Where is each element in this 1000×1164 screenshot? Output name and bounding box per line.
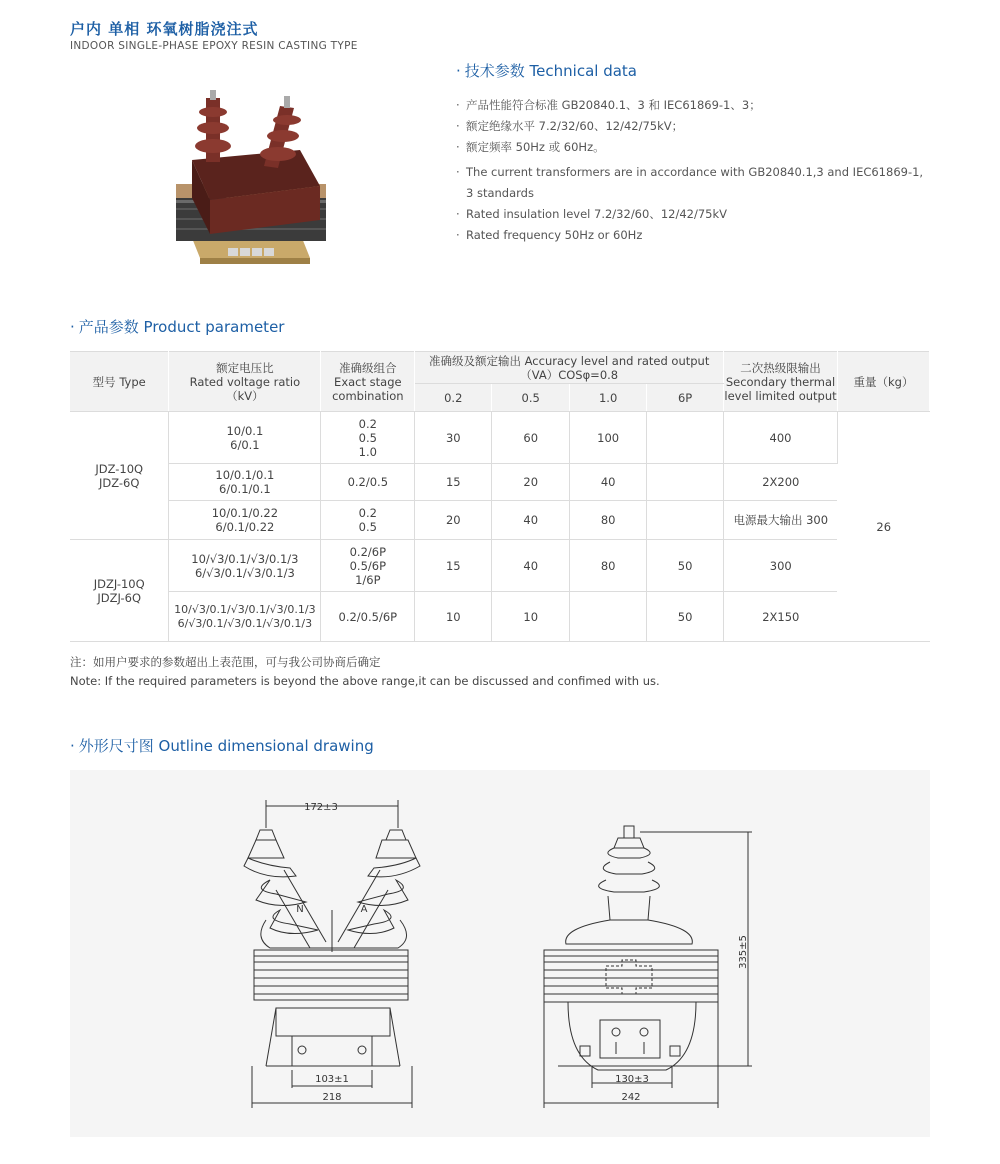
table-row bbox=[70, 501, 930, 540]
header-combo-en: combination bbox=[332, 388, 404, 403]
technical-list bbox=[456, 95, 956, 246]
outline-heading bbox=[70, 735, 374, 756]
phase-label-a: A bbox=[360, 904, 368, 915]
type-name: JDZJ-10Q bbox=[93, 576, 145, 591]
ratio-line: 6/0.1/0.22 bbox=[215, 520, 275, 534]
table-row bbox=[70, 464, 930, 501]
header-ratio-unit: （kV） bbox=[226, 388, 264, 403]
header-accuracy-line: （VA）COSφ=0.8 bbox=[520, 367, 619, 382]
page-title: 户内 单相 环氧树脂浇注式 bbox=[70, 20, 259, 38]
value-cell bbox=[647, 501, 724, 540]
technical-data-section bbox=[456, 60, 956, 246]
value-cell: 100 bbox=[570, 412, 647, 464]
combo-line: 0.2/0.5 bbox=[347, 475, 389, 489]
dim-right-height: 335±5 bbox=[738, 935, 749, 969]
weight-cell: 26 bbox=[837, 412, 929, 642]
thermal-cell: 400 bbox=[724, 412, 838, 464]
header-ratio bbox=[169, 352, 321, 412]
header-thermal-cn: 二次热级限输出 bbox=[740, 360, 821, 375]
bullet-dot-icon: · bbox=[70, 737, 75, 755]
type-name: JDZ-6Q bbox=[98, 475, 140, 490]
combo-line: 0.2 bbox=[358, 416, 377, 431]
thermal-cell: 2X150 bbox=[724, 592, 838, 642]
type-name: JDZ-10Q bbox=[95, 461, 144, 476]
table-note bbox=[70, 653, 660, 691]
thermal-cell: 2X200 bbox=[724, 464, 838, 501]
combo-cell bbox=[321, 592, 415, 642]
outline-drawing-svg bbox=[70, 770, 930, 1137]
technical-item: · Rated insulation level 7.2/32/60、12/42/75kV bbox=[456, 204, 926, 225]
header-thermal-en: level limited output bbox=[724, 388, 837, 403]
header-acc-col: 1.0 bbox=[570, 384, 647, 412]
combo-cell bbox=[321, 501, 415, 540]
ratio-cell bbox=[169, 501, 321, 540]
value-cell: 15 bbox=[415, 464, 492, 501]
technical-item: · 额定频率 50Hz 或 60Hz。 bbox=[456, 137, 926, 158]
ratio-line: 6/√3/0.1/√3/0.1/√3/0.1/3 bbox=[177, 616, 313, 630]
combo-line: 1.0 bbox=[358, 444, 377, 459]
combo-cell bbox=[321, 412, 415, 464]
value-cell bbox=[647, 464, 724, 501]
table-row bbox=[70, 540, 930, 592]
header-acc-col: 0.5 bbox=[492, 384, 570, 412]
product-parameter-table bbox=[70, 351, 930, 642]
ratio-cell bbox=[169, 464, 321, 501]
dim-left-base-inner: 103±1 bbox=[315, 1074, 349, 1085]
value-cell: 20 bbox=[415, 501, 492, 540]
header-type: 型号 Type bbox=[70, 352, 169, 412]
combo-line: 0.2/0.5/6P bbox=[338, 609, 398, 624]
ratio-line: 6/0.1 bbox=[230, 437, 260, 452]
dim-right-base-inner: 130±3 bbox=[615, 1074, 649, 1085]
ratio-line: 10/√3/0.1/√3/0.1/√3/0.1/3 bbox=[174, 602, 316, 616]
header-acc-col: 0.2 bbox=[415, 384, 492, 412]
ratio-line: 10/0.1/0.1 bbox=[215, 468, 275, 482]
combo-line: 0.2 bbox=[358, 506, 377, 520]
technical-item: · 产品性能符合标准 GB20840.1、3 和 IEC61869-1、3； bbox=[456, 95, 926, 116]
value-cell: 80 bbox=[570, 540, 647, 592]
note-cn: 注：如用户要求的参数超出上表范围，可与我公司协商后确定 bbox=[70, 655, 381, 669]
value-cell: 20 bbox=[492, 464, 570, 501]
combo-cell bbox=[321, 464, 415, 501]
header-combo-cn: 准确级组合 bbox=[339, 360, 397, 375]
value-cell: 10 bbox=[492, 592, 570, 642]
product-parameter-heading bbox=[70, 316, 284, 337]
header-combo-en: Exact stage bbox=[334, 374, 402, 389]
technical-item: · 额定绝缘水平 7.2/32/60、12/42/75kV； bbox=[456, 116, 926, 137]
page-subtitle: INDOOR SINGLE-PHASE EPOXY RESIN CASTING TYPE bbox=[70, 40, 358, 52]
value-cell: 30 bbox=[415, 412, 492, 464]
technical-item: · The current transformers are in accordance with GB20840.1,3 and IEC61869-1, 3 standards bbox=[456, 162, 926, 204]
ratio-line: 10/0.1/0.22 bbox=[211, 506, 279, 520]
header-combo bbox=[321, 352, 415, 412]
bullet-dot-icon: · bbox=[70, 318, 75, 336]
combo-line: 0.5 bbox=[358, 430, 377, 445]
header-ratio-cn: 额定电压比 bbox=[216, 360, 274, 375]
thermal-cell: 电源最大输出 300 bbox=[724, 501, 838, 540]
value-cell: 80 bbox=[570, 501, 647, 540]
value-cell: 50 bbox=[647, 592, 724, 642]
header-accuracy-line: 准确级及额定输出 Accuracy level and rated output bbox=[428, 353, 710, 368]
value-cell: 60 bbox=[492, 412, 570, 464]
bullet-dot-icon: · bbox=[456, 62, 461, 80]
ratio-cell bbox=[169, 412, 321, 464]
dim-right-base-total: 242 bbox=[621, 1092, 641, 1103]
type-cell bbox=[70, 412, 169, 540]
type-cell bbox=[70, 540, 169, 642]
header-acc-col: 6P bbox=[647, 384, 724, 412]
value-cell: 50 bbox=[647, 540, 724, 592]
dim-top-width: 172±3 bbox=[304, 802, 338, 813]
type-name: JDZJ-6Q bbox=[97, 590, 142, 605]
technical-title: 技术参数 Technical data bbox=[464, 62, 637, 80]
combo-line: 0.2/6P bbox=[349, 544, 387, 559]
header-thermal-en: Secondary thermal bbox=[725, 374, 836, 389]
ratio-cell bbox=[169, 540, 321, 592]
value-cell bbox=[647, 412, 724, 464]
ratio-line: 6/√3/0.1/√3/0.1/3 bbox=[194, 565, 295, 580]
ratio-line: 6/0.1/0.1 bbox=[219, 482, 271, 496]
value-cell: 40 bbox=[492, 540, 570, 592]
header-thermal bbox=[724, 352, 838, 412]
value-cell: 40 bbox=[570, 464, 647, 501]
thermal-cell: 300 bbox=[724, 540, 838, 592]
value-cell: 10 bbox=[415, 592, 492, 642]
product-title: 产品参数 Product parameter bbox=[78, 318, 285, 336]
value-cell: 40 bbox=[492, 501, 570, 540]
ratio-line: 10/0.1 bbox=[226, 423, 264, 438]
dim-left-base-total: 218 bbox=[322, 1092, 342, 1103]
outline-drawing bbox=[70, 770, 930, 1137]
header-weight: 重量（kg） bbox=[837, 352, 929, 412]
combo-line: 0.5/6P bbox=[349, 558, 387, 573]
value-cell bbox=[570, 592, 647, 642]
note-en: Note: If the required parameters is beyond the above range,it can be discussed and confimed with us. bbox=[70, 674, 660, 688]
header-accuracy bbox=[415, 352, 724, 384]
combo-line: 0.5 bbox=[358, 520, 377, 534]
outline-title: 外形尺寸图 Outline dimensional drawing bbox=[78, 737, 374, 755]
ratio-cell bbox=[169, 592, 321, 642]
header-ratio-en: Rated voltage ratio bbox=[189, 374, 301, 389]
value-cell: 15 bbox=[415, 540, 492, 592]
product-photo bbox=[170, 88, 330, 288]
combo-cell bbox=[321, 540, 415, 592]
phase-label-n: N bbox=[296, 904, 304, 915]
table-row bbox=[70, 412, 930, 464]
table-row bbox=[70, 592, 930, 642]
technical-item: · Rated frequency 50Hz or 60Hz bbox=[456, 225, 926, 246]
combo-line: 1/6P bbox=[355, 572, 381, 587]
ratio-line: 10/√3/0.1/√3/0.1/3 bbox=[191, 551, 299, 566]
